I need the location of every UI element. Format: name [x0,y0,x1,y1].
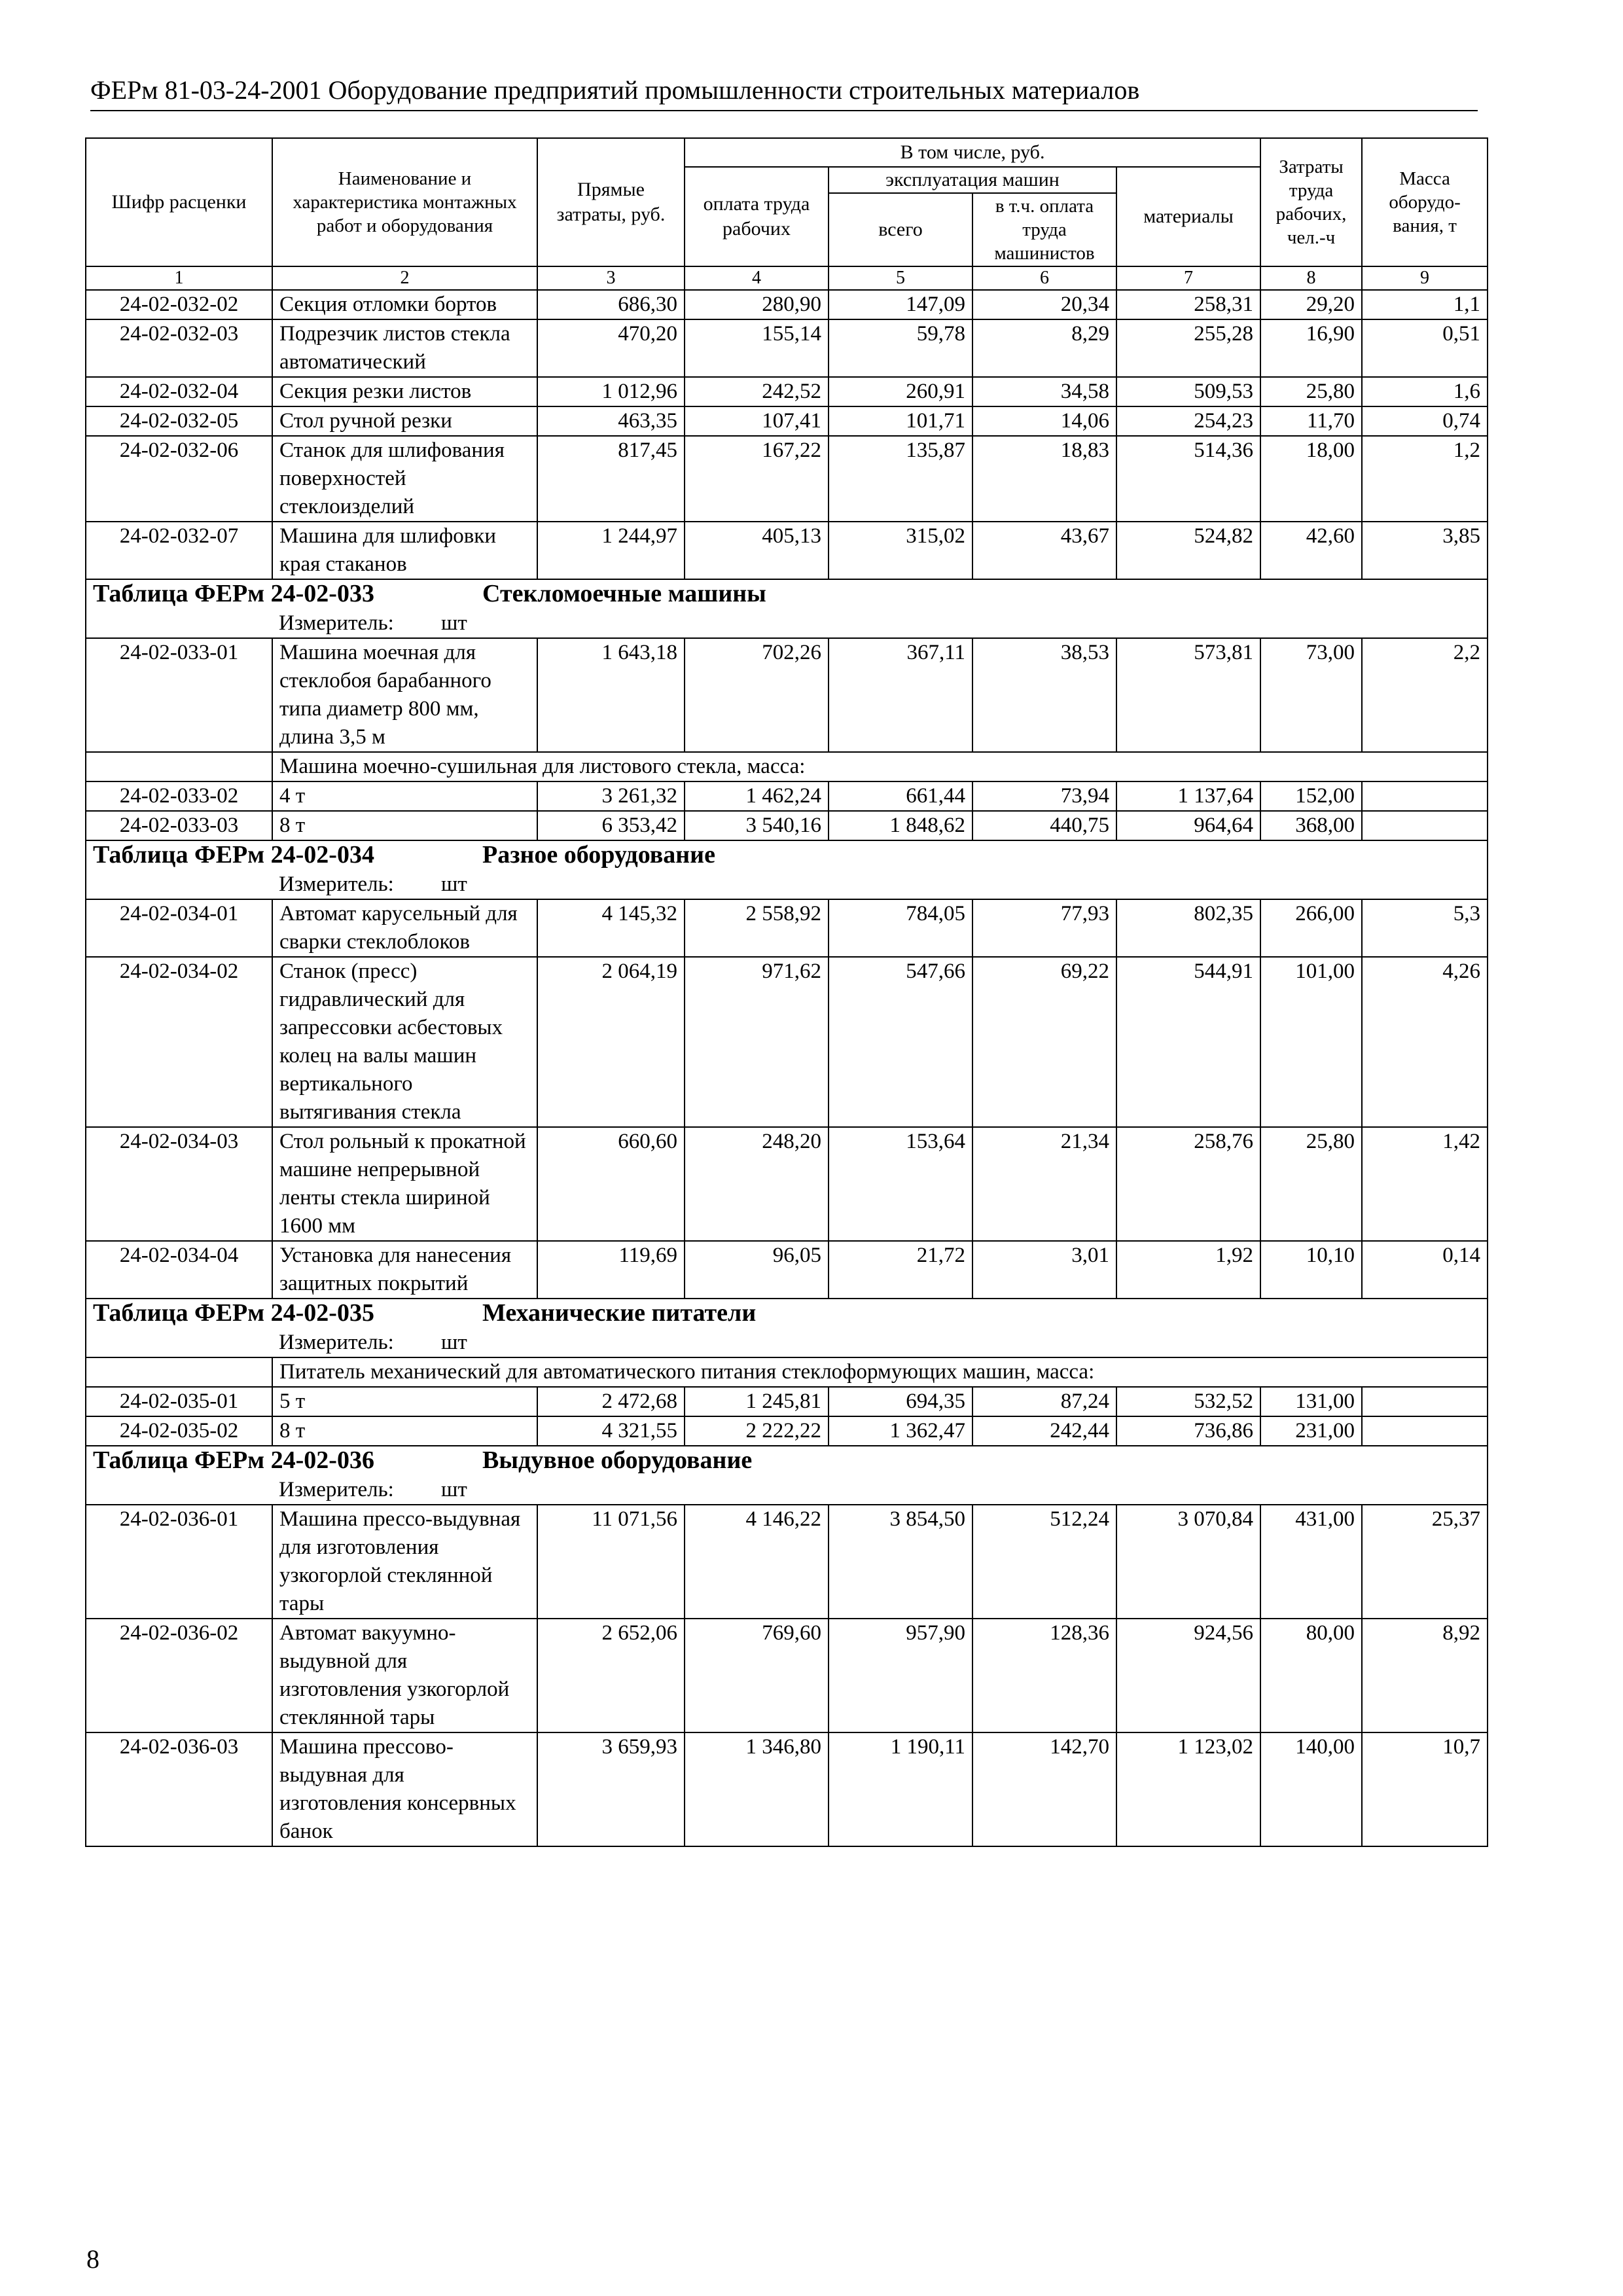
row-name: Установка для нанесения защитных покрытий [272,1241,537,1299]
section-title: Разное оборудование [482,841,715,869]
row-code: 24-02-032-05 [86,406,272,436]
machinists-wages: 3,01 [972,1241,1116,1299]
machinists-wages: 87,24 [972,1387,1116,1416]
wages: 2 222,22 [685,1416,829,1446]
row-code: 24-02-032-03 [86,319,272,377]
machines-total: 1 362,47 [829,1416,972,1446]
machines-total: 260,91 [829,377,972,406]
direct-cost: 1 244,97 [537,522,685,579]
column-number: 7 [1116,266,1260,290]
meter-unit: шт [441,872,467,896]
equipment-mass: 1,42 [1362,1127,1488,1241]
materials: 524,82 [1116,522,1260,579]
row-code: 24-02-034-03 [86,1127,272,1241]
equipment-mass: 2,2 [1362,638,1488,752]
row-code: 24-02-036-02 [86,1619,272,1732]
meter-label: Измеритель: [279,1478,394,1501]
direct-cost: 660,60 [537,1127,685,1241]
row-code: 24-02-032-06 [86,436,272,522]
row-name: Станок для шлифования поверхностей стеклоизделий [272,436,537,522]
row-code: 24-02-033-02 [86,781,272,811]
column-number: 2 [272,266,537,290]
wages: 96,05 [685,1241,829,1299]
wages: 1 245,81 [685,1387,829,1416]
row-name: Секция резки листов [272,377,537,406]
row-name: 4 т [272,781,537,811]
labor-cost: 10,10 [1260,1241,1362,1299]
machines-total: 101,71 [829,406,972,436]
header-mass: Масса оборудо-вания, т [1362,138,1488,266]
equipment-mass: 8,92 [1362,1619,1488,1732]
materials: 1 137,64 [1116,781,1260,811]
equipment-mass: 1,2 [1362,436,1488,522]
materials: 736,86 [1116,1416,1260,1446]
wages: 242,52 [685,377,829,406]
table-row [86,1619,1488,1732]
equipment-mass [1362,781,1488,811]
wages: 248,20 [685,1127,829,1241]
wages: 107,41 [685,406,829,436]
machines-total: 957,90 [829,1619,972,1732]
equipment-mass [1362,1416,1488,1446]
row-name: Секция отломки бортов [272,290,537,319]
header-machines: эксплуатация машин [829,167,1116,193]
wages: 4 146,22 [685,1505,829,1619]
page-header: ФЕРм 81-03-24-2001 Оборудование предприятий промышленности строительных материалов [90,73,1478,111]
machines-total: 147,09 [829,290,972,319]
row-name: Машина прессово-выдувная для изготовления консервных банок [272,1732,537,1846]
direct-cost: 686,30 [537,290,685,319]
table-row [86,957,1488,1127]
equipment-mass: 25,37 [1362,1505,1488,1619]
table-row [86,1387,1488,1416]
labor-cost: 231,00 [1260,1416,1362,1446]
direct-cost: 1 012,96 [537,377,685,406]
machinists-wages: 38,53 [972,638,1116,752]
materials: 255,28 [1116,319,1260,377]
header-machinists: в т.ч. оплата труда машинистов [972,193,1116,266]
equipment-mass: 10,7 [1362,1732,1488,1846]
direct-cost: 1 643,18 [537,638,685,752]
direct-cost: 11 071,56 [537,1505,685,1619]
wages: 1 346,80 [685,1732,829,1846]
wages: 971,62 [685,957,829,1127]
machines-total: 694,35 [829,1387,972,1416]
section-header [86,840,1488,870]
machinists-wages: 14,06 [972,406,1116,436]
row-name: Автомат вакуумно-выдувной для изготовления узкогорлой стеклянной тары [272,1619,537,1732]
table-row [86,1416,1488,1446]
labor-cost: 431,00 [1260,1505,1362,1619]
section-title: Стекломоечные машины [482,580,766,607]
table-row [86,899,1488,957]
wages: 167,22 [685,436,829,522]
machines-total: 1 190,11 [829,1732,972,1846]
column-number: 1 [86,266,272,290]
machinists-wages: 440,75 [972,811,1116,840]
row-name: 8 т [272,1416,537,1446]
row-code: 24-02-034-01 [86,899,272,957]
table-row [86,1732,1488,1846]
equipment-mass [1362,811,1488,840]
table-row [86,290,1488,319]
table-row [86,319,1488,377]
section-title: Механические питатели [482,1299,757,1327]
row-name: Стол рольный к прокатной машине непрерывной ленты стекла шириной 1600 мм [272,1127,537,1241]
equipment-mass: 0,51 [1362,319,1488,377]
labor-cost: 368,00 [1260,811,1362,840]
labor-cost: 131,00 [1260,1387,1362,1416]
equipment-mass: 5,3 [1362,899,1488,957]
section-header [86,579,1488,609]
table-row [86,406,1488,436]
direct-cost: 3 659,93 [537,1732,685,1846]
table-row [86,1505,1488,1619]
group-note: Машина моечно-сушильная для листового стекла, масса: [272,752,1488,781]
wages: 280,90 [685,290,829,319]
machinists-wages: 18,83 [972,436,1116,522]
machines-total: 3 854,50 [829,1505,972,1619]
row-code: 24-02-035-02 [86,1416,272,1446]
wages: 702,26 [685,638,829,752]
column-number: 6 [972,266,1116,290]
materials: 573,81 [1116,638,1260,752]
machinists-wages: 20,34 [972,290,1116,319]
direct-cost: 2 652,06 [537,1619,685,1732]
materials: 1 123,02 [1116,1732,1260,1846]
section-prefix: Таблица ФЕРм 24-02-036 [93,1446,374,1474]
wages: 2 558,92 [685,899,829,957]
materials: 802,35 [1116,899,1260,957]
materials: 1,92 [1116,1241,1260,1299]
column-number: 5 [829,266,972,290]
labor-cost: 11,70 [1260,406,1362,436]
row-name: Автомат карусельный для сварки стеклоблоков [272,899,537,957]
labor-cost: 25,80 [1260,1127,1362,1241]
machines-total: 21,72 [829,1241,972,1299]
table-row [86,436,1488,522]
column-number: 9 [1362,266,1488,290]
direct-cost: 463,35 [537,406,685,436]
labor-cost: 42,60 [1260,522,1362,579]
column-numbers-row [86,266,1488,290]
section-meter [86,1476,1488,1505]
row-name: Машина прессо-выдувная для изготовления узкогорлой стеклянной тары [272,1505,537,1619]
table-row [86,1127,1488,1241]
row-name: 8 т [272,811,537,840]
labor-cost: 73,00 [1260,638,1362,752]
machines-total: 59,78 [829,319,972,377]
column-number: 8 [1260,266,1362,290]
machines-total: 135,87 [829,436,972,522]
row-code: 24-02-033-01 [86,638,272,752]
section-header [86,1446,1488,1476]
header-name: Наименование и характеристика монтажных работ и оборудования [272,138,537,266]
group-note-row [86,752,1488,781]
table-row [86,781,1488,811]
header-code: Шифр расценки [86,138,272,266]
materials: 3 070,84 [1116,1505,1260,1619]
row-code: 24-02-035-01 [86,1387,272,1416]
materials: 544,91 [1116,957,1260,1127]
machinists-wages: 69,22 [972,957,1116,1127]
header-wages: оплата труда рабочих [685,167,829,266]
materials: 258,76 [1116,1127,1260,1241]
section-prefix: Таблица ФЕРм 24-02-034 [93,841,374,869]
materials: 532,52 [1116,1387,1260,1416]
row-code: 24-02-036-03 [86,1732,272,1846]
group-note-row [86,1357,1488,1387]
direct-cost: 4 145,32 [537,899,685,957]
labor-cost: 152,00 [1260,781,1362,811]
labor-cost: 80,00 [1260,1619,1362,1732]
row-name: Подрезчик листов стекла автоматический [272,319,537,377]
machinists-wages: 77,93 [972,899,1116,957]
equipment-mass [1362,1387,1488,1416]
header-direct: Прямые затраты, руб. [537,138,685,266]
labor-cost: 25,80 [1260,377,1362,406]
direct-cost: 2 064,19 [537,957,685,1127]
row-name: Машина для шлифовки края стаканов [272,522,537,579]
section-meter [86,609,1488,638]
row-code: 24-02-032-04 [86,377,272,406]
labor-cost: 101,00 [1260,957,1362,1127]
table-row [86,638,1488,752]
table-row [86,1241,1488,1299]
machinists-wages: 73,94 [972,781,1116,811]
section-prefix: Таблица ФЕРм 24-02-033 [93,580,374,607]
price-table [85,137,1488,1847]
machines-total: 661,44 [829,781,972,811]
table-row [86,811,1488,840]
machines-total: 153,64 [829,1127,972,1241]
machinists-wages: 8,29 [972,319,1116,377]
equipment-mass: 4,26 [1362,957,1488,1127]
meter-unit: шт [441,1331,467,1354]
row-code: 24-02-036-01 [86,1505,272,1619]
machinists-wages: 34,58 [972,377,1116,406]
direct-cost: 3 261,32 [537,781,685,811]
labor-cost: 140,00 [1260,1732,1362,1846]
row-name: Стол ручной резки [272,406,537,436]
header-labor: Затраты труда рабочих, чел.-ч [1260,138,1362,266]
machines-total: 784,05 [829,899,972,957]
machines-total: 315,02 [829,522,972,579]
wages: 1 462,24 [685,781,829,811]
meter-label: Измеритель: [279,611,394,635]
materials: 509,53 [1116,377,1260,406]
section-title: Выдувное оборудование [482,1446,753,1474]
row-code: 24-02-034-02 [86,957,272,1127]
equipment-mass: 1,1 [1362,290,1488,319]
materials: 924,56 [1116,1619,1260,1732]
labor-cost: 18,00 [1260,436,1362,522]
meter-label: Измеритель: [279,872,394,896]
machinists-wages: 512,24 [972,1505,1116,1619]
equipment-mass: 3,85 [1362,522,1488,579]
machinists-wages: 128,36 [972,1619,1116,1732]
section-header [86,1299,1488,1329]
section-meter [86,870,1488,899]
row-name: 5 т [272,1387,537,1416]
wages: 769,60 [685,1619,829,1732]
table-row [86,377,1488,406]
row-code: 24-02-034-04 [86,1241,272,1299]
direct-cost: 119,69 [537,1241,685,1299]
column-number: 4 [685,266,829,290]
direct-cost: 470,20 [537,319,685,377]
direct-cost: 6 353,42 [537,811,685,840]
meter-label: Измеритель: [279,1331,394,1354]
materials: 964,64 [1116,811,1260,840]
row-code: 24-02-033-03 [86,811,272,840]
direct-cost: 4 321,55 [537,1416,685,1446]
direct-cost: 2 472,68 [537,1387,685,1416]
row-code: 24-02-032-02 [86,290,272,319]
labor-cost: 29,20 [1260,290,1362,319]
equipment-mass: 0,74 [1362,406,1488,436]
row-name: Машина моечная для стеклобоя барабанного типа диаметр 800 мм, длина 3,5 м [272,638,537,752]
header-machines-total: всего [829,193,972,266]
machinists-wages: 242,44 [972,1416,1116,1446]
section-meter [86,1329,1488,1357]
machinists-wages: 21,34 [972,1127,1116,1241]
wages: 405,13 [685,522,829,579]
wages: 3 540,16 [685,811,829,840]
machinists-wages: 43,67 [972,522,1116,579]
row-name: Станок (пресс) гидравлический для запрессовки асбестовых колец на валы машин вертикального вытягивания стекла [272,957,537,1127]
machines-total: 1 848,62 [829,811,972,840]
header-incl: В том числе, руб. [685,138,1260,167]
labor-cost: 266,00 [1260,899,1362,957]
table-row [86,522,1488,579]
group-note: Питатель механический для автоматического питания стеклоформующих машин, масса: [272,1357,1488,1387]
machines-total: 367,11 [829,638,972,752]
meter-unit: шт [441,1478,467,1501]
direct-cost: 817,45 [537,436,685,522]
equipment-mass: 1,6 [1362,377,1488,406]
machinists-wages: 142,70 [972,1732,1116,1846]
section-prefix: Таблица ФЕРм 24-02-035 [93,1299,374,1327]
materials: 254,23 [1116,406,1260,436]
machines-total: 547,66 [829,957,972,1127]
header-materials: материалы [1116,167,1260,266]
equipment-mass: 0,14 [1362,1241,1488,1299]
wages: 155,14 [685,319,829,377]
materials: 514,36 [1116,436,1260,522]
labor-cost: 16,90 [1260,319,1362,377]
row-code: 24-02-032-07 [86,522,272,579]
page-number: 8 [86,2244,99,2274]
column-number: 3 [537,266,685,290]
meter-unit: шт [441,611,467,635]
materials: 258,31 [1116,290,1260,319]
